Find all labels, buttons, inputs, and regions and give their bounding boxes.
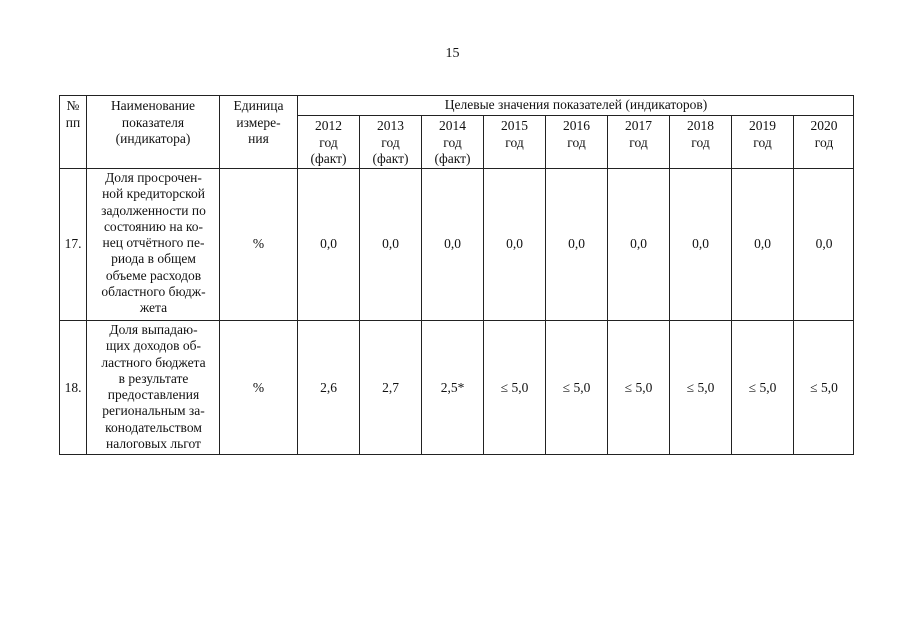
text-line: Доля просрочен- [105, 170, 202, 185]
header-targets: Целевые значения показателей (индикаторов) [297, 95, 854, 115]
text-line: Доля выпадаю- [109, 322, 198, 337]
header-num [59, 95, 86, 168]
row-value-2019: ≤ 5,0 [731, 320, 793, 455]
row-value-2013: 0,0 [359, 168, 421, 320]
header-year-2015 [483, 115, 545, 168]
header-year-2013 [359, 115, 421, 168]
row-value-2020: 0,0 [793, 168, 854, 320]
row-indicator-name [86, 320, 219, 455]
header-year-2019 [731, 115, 793, 168]
text-line: задолженности по [101, 202, 206, 218]
text-line: нец отчётного пе- [102, 235, 205, 251]
indicators-table [59, 95, 854, 455]
text-line: Наименование [110, 98, 196, 113]
text-line: ластного бюджета [101, 354, 206, 370]
row-value-2012: 0,0 [297, 168, 359, 320]
header-name [86, 95, 219, 168]
text-line: (факт) [434, 151, 471, 166]
row-indicator-name [86, 168, 219, 320]
header-year-2016 [545, 115, 607, 168]
row-unit: % [219, 168, 297, 320]
text-line: 2016 [563, 118, 590, 133]
text-line: год [567, 134, 586, 150]
text-line: ной кредиторской [102, 186, 205, 202]
row-value-2016: 0,0 [545, 168, 607, 320]
text-line: 2020 [810, 118, 838, 133]
header-year-2017 [607, 115, 669, 168]
text-line: налоговых льгот [106, 436, 201, 452]
row-value-2018: ≤ 5,0 [669, 320, 731, 455]
row-value-2015: 0,0 [483, 168, 545, 320]
text-line: год [814, 134, 834, 150]
text-line: измере- [236, 114, 281, 130]
row-unit: % [219, 320, 297, 455]
row-value-2020: ≤ 5,0 [793, 320, 854, 455]
row-value-2019: 0,0 [731, 168, 793, 320]
text-line: (индикатора) [115, 131, 191, 146]
header-year-2018 [669, 115, 731, 168]
text-line: 2012 [315, 118, 342, 133]
text-line: ния [248, 131, 269, 146]
row-value-2017: 0,0 [607, 168, 669, 320]
header-unit [219, 95, 297, 168]
text-line: год [629, 134, 648, 150]
text-line: объеме расходов [105, 267, 202, 283]
text-line: год [505, 134, 524, 150]
row-value-2013: 2,7 [359, 320, 421, 455]
row-number: 17. [59, 168, 86, 320]
text-line: 2014 [439, 118, 466, 133]
row-value-2018: 0,0 [669, 168, 731, 320]
text-line: состоянию на ко- [103, 218, 204, 234]
text-line: жета [139, 300, 168, 316]
header-year-2020 [793, 115, 854, 168]
row-value-2012: 2,6 [297, 320, 359, 455]
page-number: 15 [445, 46, 460, 61]
text-line: № [66, 98, 80, 113]
row-value-2014: 2,5* [421, 320, 483, 455]
text-line: год [319, 134, 338, 150]
text-line: Единица [233, 98, 284, 113]
text-line: 2017 [625, 118, 652, 133]
text-line: показателя [121, 114, 185, 130]
row-value-2016: ≤ 5,0 [545, 320, 607, 455]
header-year-2012 [297, 115, 359, 168]
text-line: (факт) [310, 151, 347, 166]
row-value-2014: 0,0 [421, 168, 483, 320]
text-line: (факт) [372, 151, 409, 166]
text-line: 2013 [377, 118, 404, 133]
row-value-2017: ≤ 5,0 [607, 320, 669, 455]
text-line: 2018 [687, 118, 714, 133]
text-line: предоставления [107, 387, 200, 403]
text-line: 2015 [501, 118, 528, 133]
text-line: риода в общем [111, 251, 196, 267]
header-year-2014 [421, 115, 483, 168]
text-line: год [691, 134, 710, 150]
row-value-2015: ≤ 5,0 [483, 320, 545, 455]
text-line: год [381, 134, 400, 150]
text-line: в результате [118, 370, 189, 386]
text-line: конодательством [105, 419, 202, 435]
text-line: год [753, 134, 772, 150]
text-line: областного бюдж- [101, 284, 206, 300]
text-line: щих доходов об- [105, 338, 202, 354]
text-line: региональным за- [102, 403, 205, 419]
text-line: пп [65, 114, 81, 130]
row-number: 18. [59, 320, 86, 455]
text-line: 2019 [749, 118, 776, 133]
text-line: год [443, 134, 462, 150]
